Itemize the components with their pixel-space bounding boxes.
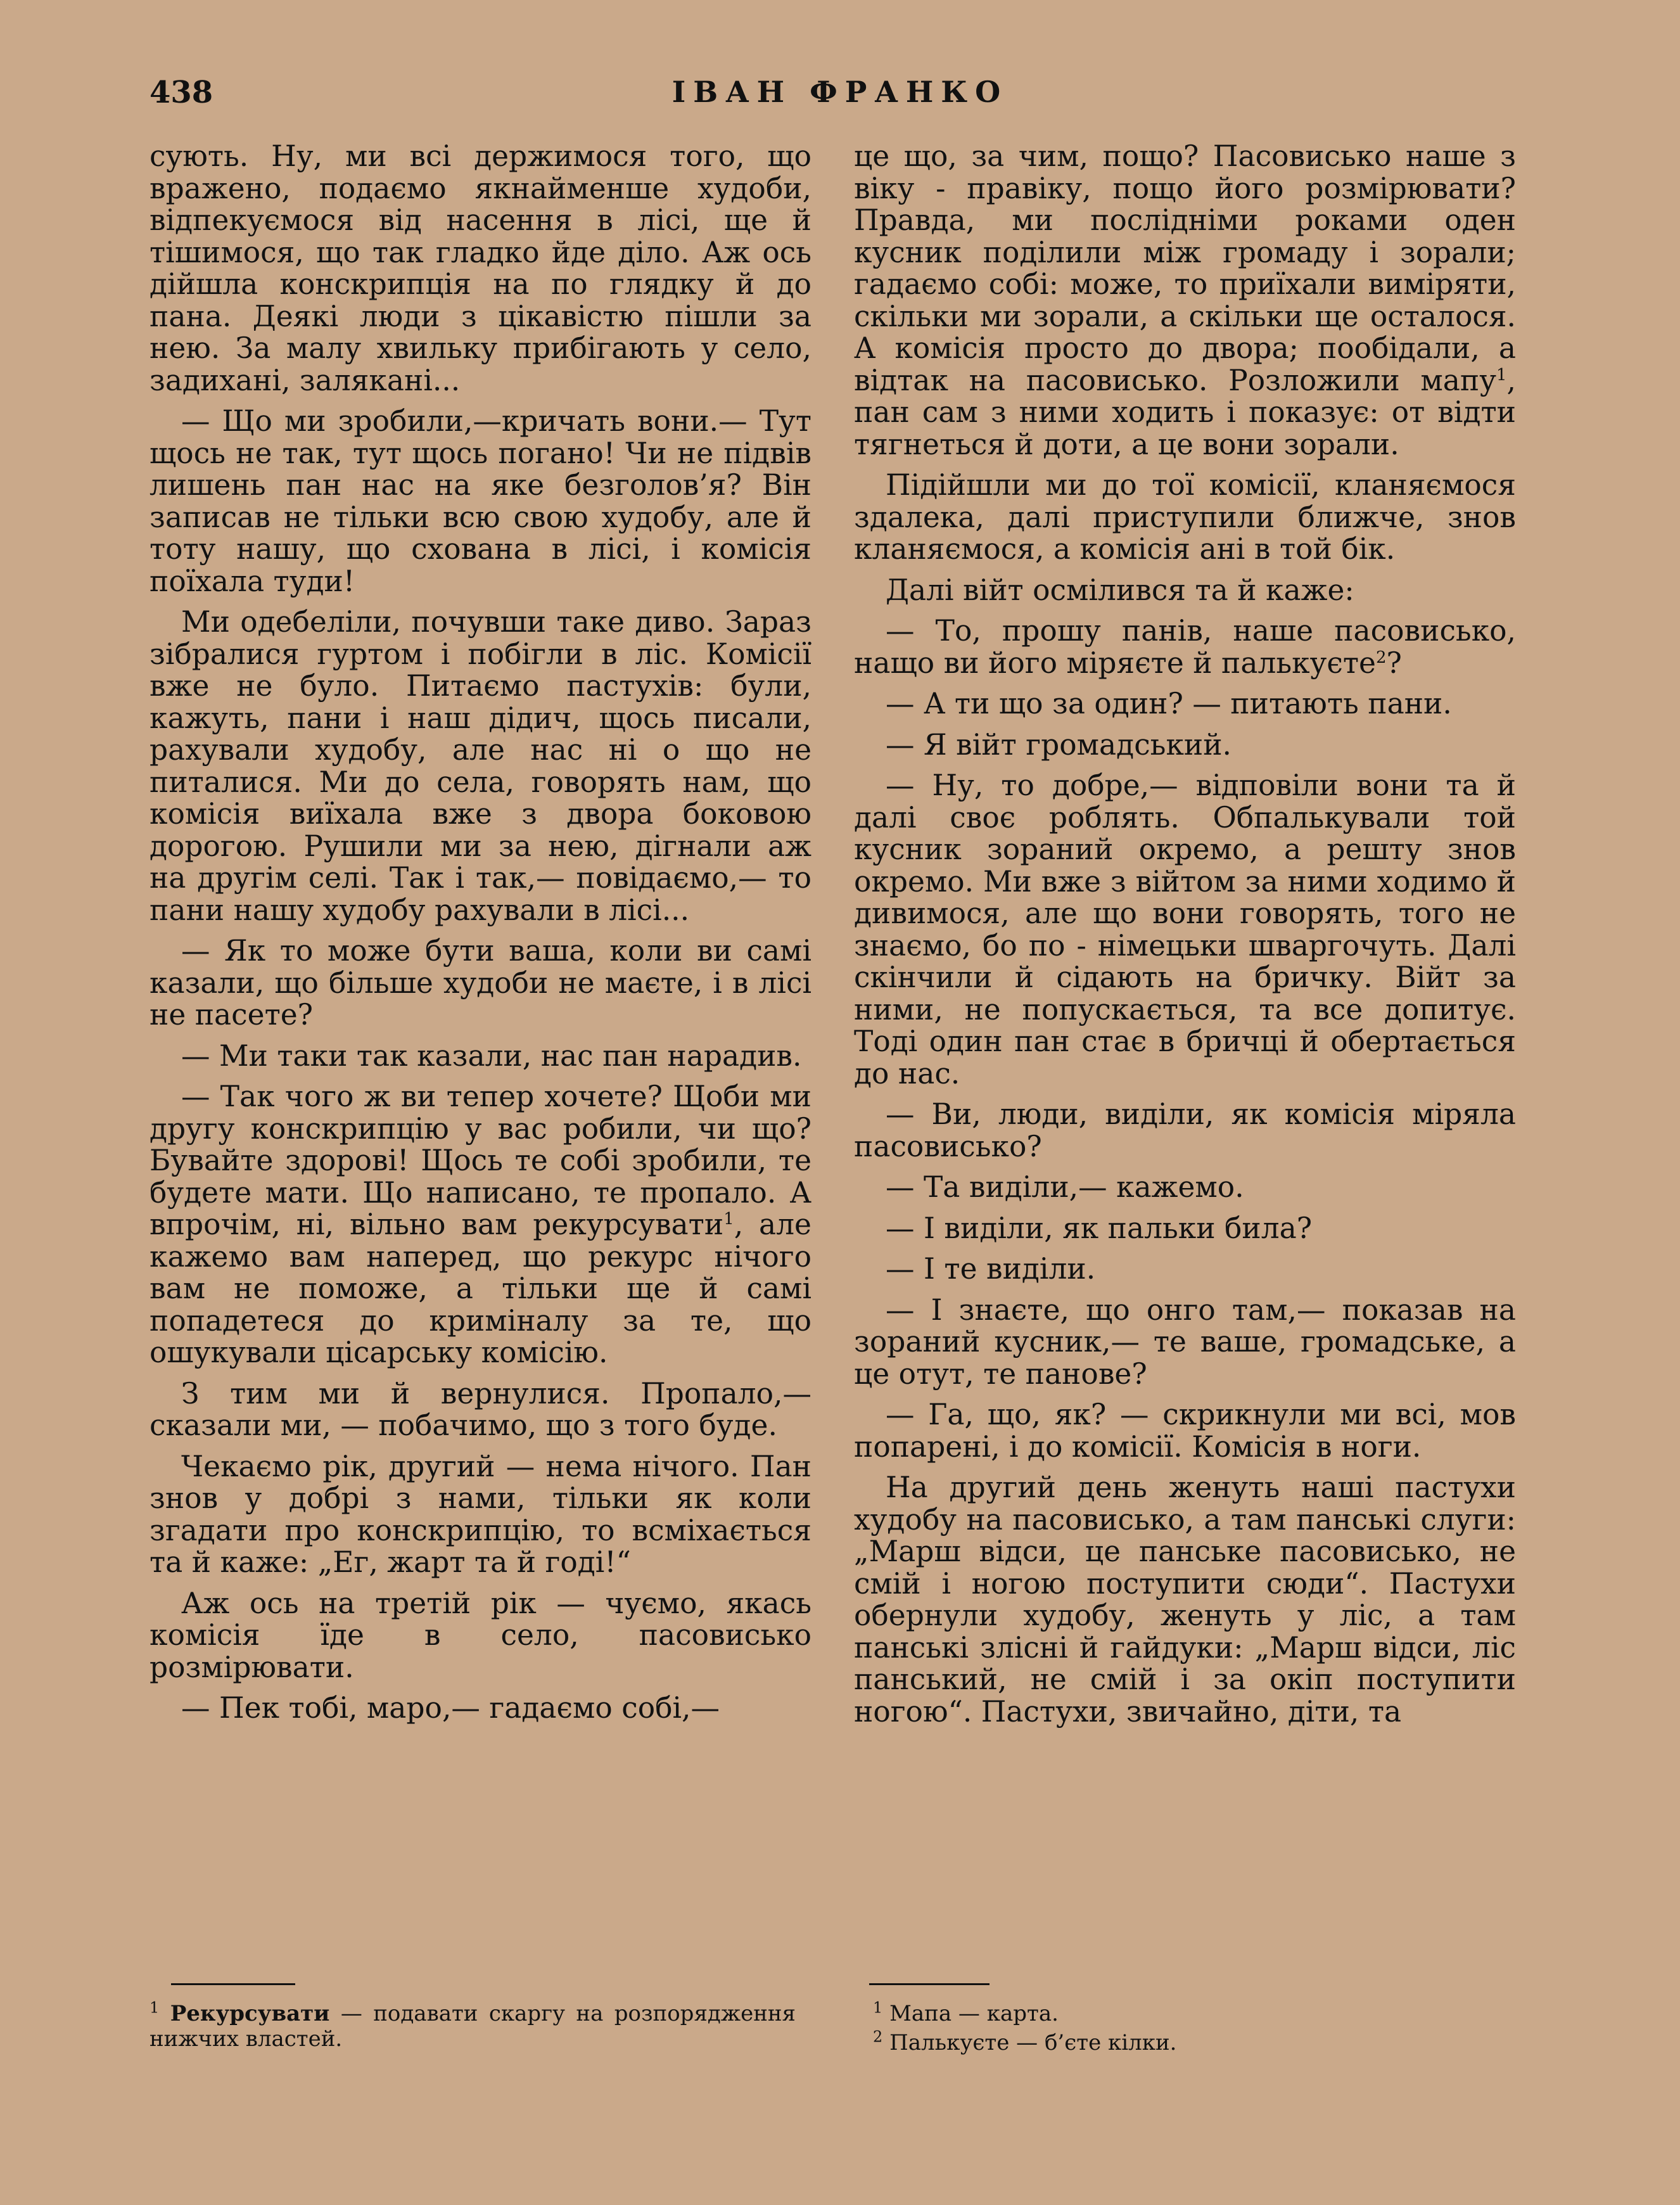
paragraph-text: , пан сам з ними ходить і показує: от відти тягнеться й доти, а це вони зорали. (854, 363, 1516, 461)
paragraph-text: — То, прошу панів, наше пасовисько, нащо ви його міряєте й палькуєте (854, 614, 1516, 680)
footnote-mark: 1 (150, 1998, 160, 2017)
footnote (873, 1998, 1443, 2026)
right-column (854, 141, 1516, 1737)
paragraph: На другий день женуть наші пастухи худобу на пасовисько, а там панські слуги: „Марш відси, це панське пасовисько, не смій і ногою поступити сюди“. Пастухи обернули худобу, женуть у ліс, а там панські злісні й гайдуки: „Марш відси, ліс панський, не смій і за окіп поступити ногою“. Пастухи, звичайно, діти, та (854, 1471, 1516, 1729)
paragraph: — Ми таки так казали, нас пан нарадив. (181, 1039, 802, 1073)
footnote-text: Палькуєте — б’єте кілки. (889, 2030, 1177, 2055)
paragraph: Ми одебеліли, почувши таке диво. Зараз зібралися гуртом і побігли в ліс. Комісії вже не було. Питаємо пастухів: були, кажуть, пани і наш дідич, щось писали, рахували худобу, але нас ні о що не питалися. Ми до села, говорять нам, що комісія виїхала вже з двора боковою дорогою. Рушили ми за нею, дігнали аж на другім селі. Так і так,— повідаємо,— то пани нашу худобу рахували в лісі... (150, 605, 811, 927)
paragraph: З тим ми й вернулися. Пропало,— сказали ми, — побачимо, що з того буде. (150, 1376, 811, 1442)
footnote-mark: 2 (873, 2028, 883, 2046)
paragraph: — І знаєте, що онго там,— показав на зораний кусник,— те ваше, громадське, а це отут, те панове? (854, 1293, 1516, 1391)
paragraph: Аж ось на третій рік — чуємо, якась комісія їде в село, пасовисько розмірювати. (150, 1586, 811, 1684)
footnote-text: Мапа — карта. (889, 2001, 1059, 2026)
paragraph: — Ну, то добре,— відповіли вони та й далі своє роблять. Обпалькували той кусник зораний окремо, а решту знов окремо. Ми вже з війтом за ними ходимо й дивимося, але що вони говорять, того не знаємо, бо по - німецьки шваргочуть. Далі скінчили й сідають на бричку. Війт за ними, не попускається, та все допитує. Тоді один пан стає в бричці й обертається до нас. (854, 769, 1516, 1090)
paragraph: — Та виділи,— кажемо. (886, 1170, 1244, 1204)
running-head: ІВАН ФРАНКО (671, 75, 1009, 109)
paragraph-text: , але кажемо вам наперед, що рекурс нічого вам не поможе, а тільки ще й самі попадетеся до криміналу за те, що ошукували цісарську комісію. (150, 1208, 811, 1369)
left-column (150, 141, 811, 1734)
footnote (150, 1998, 796, 2052)
paragraph: — Що ми зробили,—кричать вони.— Тут щось не так, тут щось погано! Чи не підвів лишень пан нас на яке безголов’я? Він записав не тільки всю свою худобу, але й тоту нашу, що схована в лісі, і комісія поїхала туди! (150, 404, 811, 598)
paragraph-text: ? (1386, 646, 1402, 680)
footnote-term: Рекурсувати (170, 2001, 330, 2026)
footnote-divider (869, 1983, 990, 1985)
paragraph: — А ти що за один? — питають пани. (886, 687, 1452, 720)
paragraph: — І виділи, як пальки била? (886, 1211, 1313, 1245)
paragraph: — Я війт громадський. (886, 727, 1231, 762)
paragraph (854, 141, 1516, 461)
paragraph: Чекаємо рік, другий — нема нічого. Пан знов у добрі з нами, тільки як коли згадати про конскрипцію, то всміхається та й каже: „Ег, жарт та й годі!“ (150, 1449, 811, 1579)
footnotes-right (873, 1998, 1443, 2059)
footnote (873, 2030, 1443, 2055)
footnote-divider (171, 1983, 295, 1985)
footnote-ref: 2 (1375, 648, 1387, 667)
paragraph: сують. Ну, ми всі держимося того, що вражено, подаємо якнайменше худоби, відпекуємося від насення в лісі, ще й тішимося, що так гладко йде діло. Аж ось дійшла конскрипція на по глядку й до пана. Деякі люди з цікавістю пішли за нею. За малу хвильку прибігають у село, задихані, залякані... (150, 139, 811, 397)
paragraph: Далі війт осмілився та й каже: (886, 573, 1354, 607)
paragraph (150, 1081, 811, 1369)
paragraph-text: — Так чого ж ви тепер хочете? Щоби ми другу конскрипцію у вас робили, чи що? Бувайте здорові! Щось те собі зробили, те будете мати. Що написано, те пропало. А впрочім, ні, вільно вам рекурсувати (150, 1080, 811, 1241)
paragraph: — І те виділи. (886, 1252, 1096, 1286)
paragraph: — Ви, люди, виділи, як комісія міряла пасовисько? (854, 1097, 1516, 1163)
paragraph: — Га, що, як? — скрикнули ми всі, мов попарені, і до комісії. Комісія в ноги. (854, 1398, 1516, 1464)
footnote-text: — подавати скаргу на розпорядження нижчих властей. (150, 2001, 796, 2052)
paragraph: — Пек тобі, маро,— гадаємо собі,— (181, 1691, 720, 1725)
footnote-ref: 1 (1496, 365, 1507, 385)
paragraph: Підійшли ми до тої комісії, кланяємося здалека, далі приступили ближче, знов кланяємося, а комісія ані в той бік. (854, 468, 1516, 566)
footnotes-left (150, 1998, 796, 2055)
paragraph: — Як то може бути ваша, коли ви самі казали, що більше худоби не маєте, і в лісі не пасете? (150, 934, 811, 1032)
footnote-mark: 1 (873, 1998, 883, 2017)
page-number: 438 (150, 75, 213, 110)
paragraph (854, 615, 1516, 679)
paragraph-text: це що, за чим, пощо? Пасовисько наше з віку - правіку, пощо його розмірювати? Правда, ми послідніми роками оден кусник поділили між громаду і зорали; гадаємо собі: може, то приїхали виміряти, скільки ми зорали, а скільки ще осталося. А комісія просто до двора; пообідали, а відтак на пасовисько. Розложили мапу (854, 139, 1516, 397)
footnote-ref: 1 (723, 1209, 734, 1229)
